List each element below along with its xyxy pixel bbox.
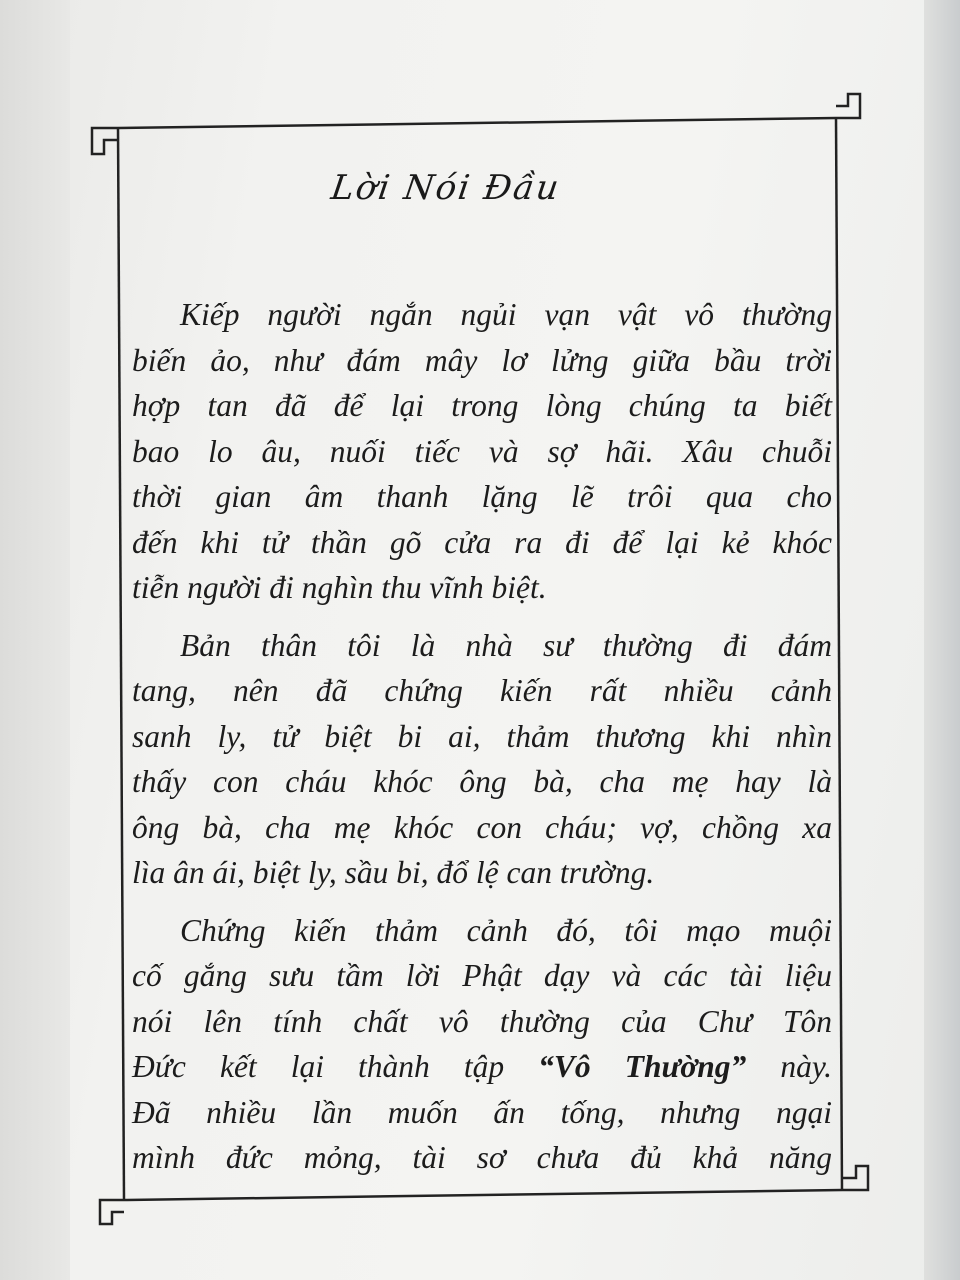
text-line: bao lo âu, nuối tiếc và sợ hãi. Xâu chuỗi — [132, 433, 832, 469]
page-heading: Lời Nói Đầu — [328, 168, 564, 208]
text-line: thấy con cháu khóc ông bà, cha mẹ hay là — [132, 764, 832, 799]
text-line: mình đức mỏng, tài sơ chưa đủ khả năng — [132, 1140, 832, 1175]
text-line: ông bà, cha mẹ khóc con cháu; vợ, chồng xa — [132, 809, 832, 845]
book-title: “Vô Thường” — [538, 1049, 747, 1084]
text-line: hợp tan đã để lại trong lòng chúng ta biết — [132, 388, 832, 423]
text-line: cố gắng sưu tầm lời Phật dạy và các tài liệu — [132, 958, 832, 993]
text-line: tang, nên đã chứng kiến rất nhiều cảnh — [132, 673, 832, 708]
text-line — [132, 1044, 832, 1090]
paragraph-2 — [132, 623, 832, 896]
text-line: đến khi tử thần gõ cửa ra đi để lại kẻ khóc — [132, 524, 832, 560]
text-line: nói lên tính chất vô thường của Chư Tôn — [132, 1003, 832, 1039]
paragraph-3 — [132, 908, 832, 1181]
text-line: Bản thân tôi là nhà sư thường đi đám — [180, 627, 832, 663]
body-text — [132, 292, 832, 1193]
text-line: Kiếp người ngắn ngủi vạn vật vô thường — [180, 297, 832, 332]
text-line: Đã nhiều lần muốn ấn tống, nhưng ngại — [132, 1094, 832, 1130]
text-line: thời gian âm thanh lặng lẽ trôi qua cho — [132, 479, 832, 514]
paragraph-1 — [132, 292, 832, 611]
text-line: sanh ly, tử biệt bi ai, thảm thương khi nhìn — [132, 718, 832, 754]
text-fragment: này. — [746, 1049, 832, 1084]
text-line: biến ảo, như đám mây lơ lửng giữa bầu trời — [132, 342, 832, 378]
text-line: Chứng kiến thảm cảnh đó, tôi mạo muội — [180, 912, 832, 948]
text-line: tiễn người đi nghìn thu vĩnh biệt. — [132, 570, 547, 605]
text-line: lìa ân ái, biệt ly, sầu bi, đổ lệ can trường. — [132, 855, 655, 890]
text-fragment: Đức kết lại thành tập — [132, 1049, 539, 1084]
